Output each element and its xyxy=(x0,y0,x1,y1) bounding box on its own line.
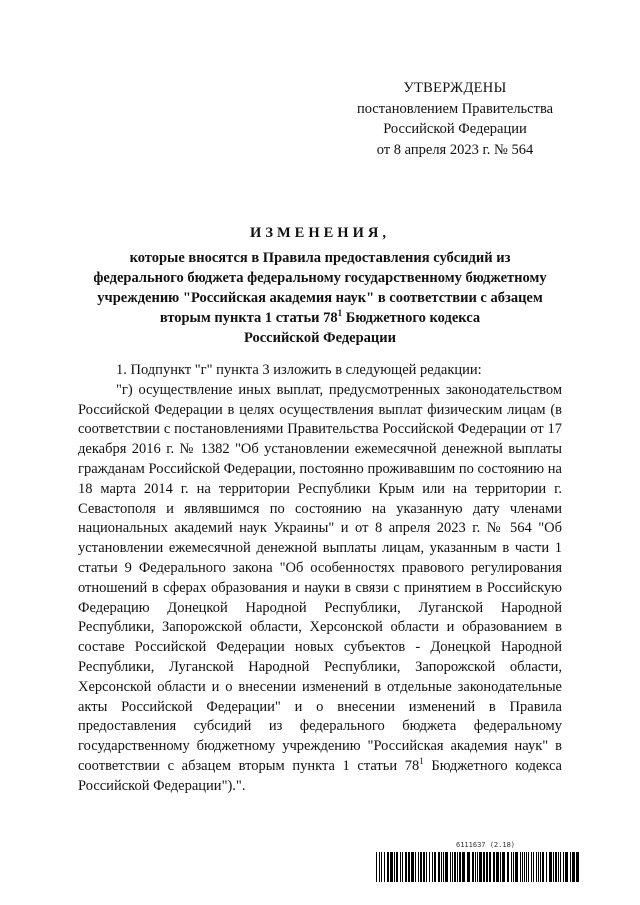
approval-line-3: от 8 апреля 2023 г. № 564 xyxy=(376,141,534,158)
subtitle-line-4-text: вторым пункта 1 статьи 78 xyxy=(159,310,338,326)
paragraph-2-tail: Бюджетного кодекса Российской Федерации").". xyxy=(78,757,562,794)
approval-block xyxy=(330,78,580,160)
subtitle-line-5: Российской Федерации xyxy=(243,330,396,346)
paragraph-2 xyxy=(78,381,562,797)
paragraph-2-superscript: 1 xyxy=(419,755,424,766)
document-code: 6111637 (2.18) xyxy=(456,841,516,849)
barcode-image xyxy=(376,852,582,882)
subtitle-line-2: федерального бюджета федеральному государственному бюджетному xyxy=(93,270,547,286)
subtitle-line-4 xyxy=(60,308,580,328)
subtitle-line-1: которые вносятся в Правила предоставления субсидий из xyxy=(129,250,511,266)
document-title: ИЗМЕНЕНИЯ, xyxy=(250,225,390,241)
subtitle-line-3: учреждению "Российская академия наук" в соответствии с абзацем xyxy=(97,290,543,306)
paragraph-1: 1. Подпункт "г" пункта 3 изложить в следующей редакции: xyxy=(116,362,482,378)
paragraph-2-text: "г) осуществление иных выплат, предусмотренных законодательством Российской Федерации в целях осуществления выплат физическим лицам (в соответствии с постановлениями Правительства Российской Федерации от 17 декабря 2016 г. № 1382 "Об установлении ежемесячной денежной выплаты гражданам Российской Федерации, постоянно проживавшим по состоянию на 18 марта 2014 г. на территории Республики Крым или на территории г. Севастополя и являвшимся по состоянию на указанную дату членами национальных академий наук Украины" и от 8 апреля 2023 г. № 564 "Об установлении ежемесячной денежной выплаты лицам, указанным в части 1 статьи 9 Федерального закона "Об особенностях правового регулирования отношений в сферах образования и науки в связи с принятием в Российскую Федерацию Донецкой Народной Республики, Луганской Народной Республики, Запорожской области, Херсонской области и образованием в составе Российской Федерации новых субъектов - Донецкой Народной Республики, Луганской Народной Республики, Запорожской области, Херсонской области и о внесении изменений в отдельные законодательные акты Российской Федерации" и о внесении изменений в Правила предоставления субсидий из федерального бюджета федеральному государственному бюджетному учреждению "Российская академия наук" в соответствии с абзацем вторым пункта 1 статьи 78 xyxy=(78,381,562,774)
subtitle-superscript: 1 xyxy=(337,308,343,318)
approval-heading: УТВЕРЖДЕНЫ xyxy=(403,80,507,96)
subtitle-line-4-tail: Бюджетного кодекса xyxy=(342,310,481,326)
approval-line-1: постановлением Правительства xyxy=(356,100,554,117)
approval-line-2: Российской Федерации xyxy=(383,121,527,137)
document-subtitle xyxy=(60,248,580,348)
document-body xyxy=(78,361,562,797)
